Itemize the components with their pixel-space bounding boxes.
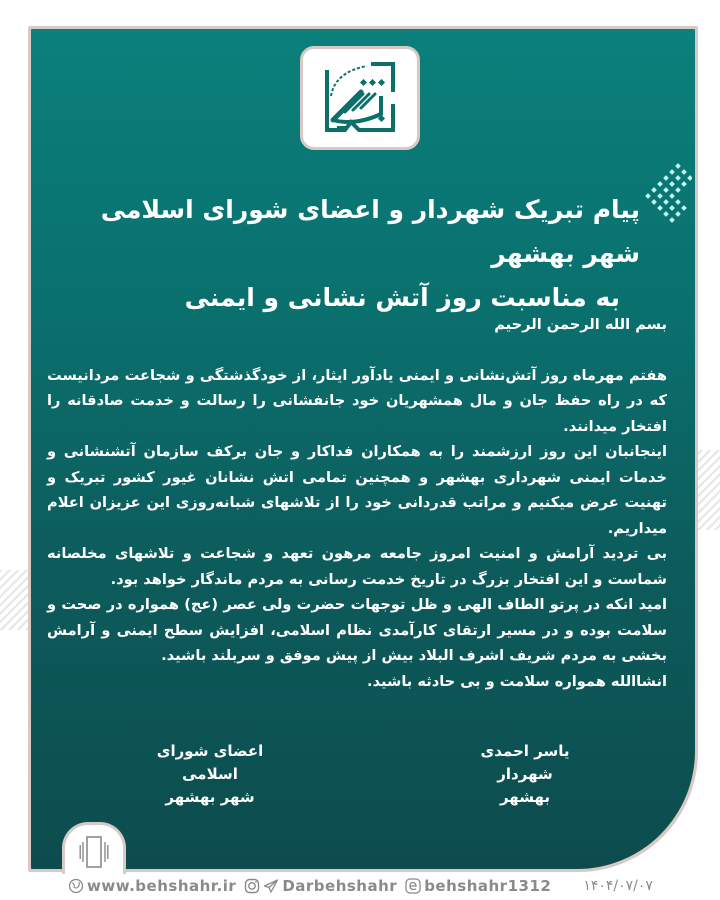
paragraph-1: هفتم مهرماه روز آتش‌نشانی و ایمنی یادآور ایثار، از خودگذشتگی و شجاعت مردانیست که در راه حفظ جان و مال همشهریان خود جانفشانی را رسالت و خدمت صادقانه را افتخار میدانند. xyxy=(47,366,667,435)
bismillah: بسم الله الرحمن الرحیم xyxy=(494,316,667,333)
behshahr-logo-icon xyxy=(315,56,405,140)
instagram-icon xyxy=(244,878,260,894)
logo-container xyxy=(300,46,420,150)
paragraph-5: انشاالله همواره سلامت و بی حادثه باشید. xyxy=(367,672,667,690)
social-handle-text: Darbehshahr xyxy=(282,877,398,895)
bottom-tab-notch xyxy=(62,822,126,874)
signature-council xyxy=(140,740,280,809)
paragraph-2: اینجانبان این روز ارزشمند را به همکاران فداکار و جان برکف سازمان آتشنشانی و خدمات ایمنی شهرداری بهشهر و همچنین تمامی اتش نشانان غیور کشور تبریک و تهنیت عرض میکنیم و مراتب قدردانی خود را از تلاشهای شبانه‌روزی این عزیزان اعلام میداریم. xyxy=(47,443,667,537)
footer-contact-bar xyxy=(68,874,653,898)
message-title xyxy=(40,188,640,320)
vibrate-phone-icon xyxy=(79,835,109,869)
eitaa-icon xyxy=(405,878,421,894)
eitaa-handle-text: behshahr1312 xyxy=(424,877,552,895)
signature-mayor xyxy=(470,740,580,809)
message-body xyxy=(47,312,667,694)
mayor-role: شهردار بهشهر xyxy=(497,765,553,806)
globe-icon xyxy=(68,878,84,894)
publish-date: ۱۴۰۴/۰۷/۰۷ xyxy=(583,878,653,894)
social-link[interactable] xyxy=(244,877,397,895)
title-line-1: پیام تبریک شهردار و اعضای شورای اسلامی شهر بهشهر xyxy=(100,195,640,268)
paragraph-4: امید انکه در پرتو الطاف الهی و ظل توجهات حضرت ولی عصر (عج) همواره در صحت و سلامت بوده و در مسیر ارتقای کارآمدی نظام اسلامی، افزایش سطح ایمنی و آرامش بخشی به مردم شریف اشرف البلاد بیش از پیش موفق و سربلند باشید. xyxy=(47,596,667,664)
website-text: www.behshahr.ir xyxy=(87,877,237,895)
telegram-icon xyxy=(263,878,279,894)
dotted-chevron-icon xyxy=(642,162,692,224)
paragraph-3: بی تردید آرامش و امنیت امروز جامعه مرهون تعهد و شجاعت و تلاشهای مخلصانه شماست و این افتخار بزرگ در تاریخ خدمت رسانی به مردم ماندگار خواهد بود. xyxy=(47,545,667,588)
title-line-2: به مناسبت روز آتش نشانی و ایمنی xyxy=(184,283,620,312)
website-link[interactable] xyxy=(68,877,236,895)
council-name: اعضای شورای اسلامی xyxy=(156,742,264,783)
decorative-hatch-left xyxy=(0,570,28,630)
council-role: شهر بهشهر xyxy=(165,788,255,806)
eitaa-link[interactable] xyxy=(405,877,551,895)
mayor-name: یاسر احمدی xyxy=(480,742,570,760)
